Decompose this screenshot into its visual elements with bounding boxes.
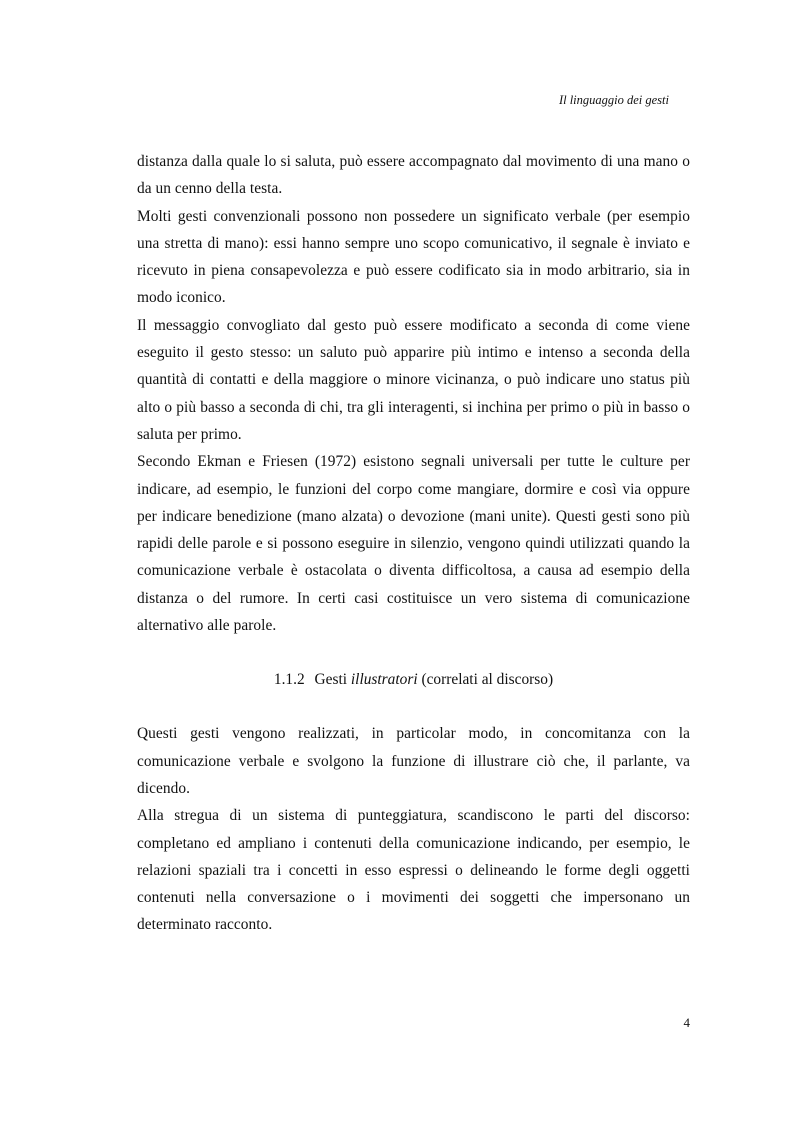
paragraph: distanza dalla quale lo si saluta, può essere accompagnato dal movimento di una mano o da un cenno della testa.	[137, 153, 690, 198]
paragraph: Secondo Ekman e Friesen (1972) esistono segnali universali per tutte le culture per indicare, ad esempio, le funzioni del corpo come mangiare, dormire e così via oppure per indicare benedizione (mano alzata) o devozione (mani unite). Questi gesti sono più rapidi delle parole e si possono eseguire in silenzio, vengono quindi utilizzati quando la comunicazione verbale è ostacolata o diventa difficoltosa, a causa ad esempio della distanza o del rumore. In certi casi costituisce un vero sistema di comunicazione alternativo alle parole.	[137, 453, 690, 635]
paragraph: Il messaggio convogliato dal gesto può essere modificato a seconda di come viene eseguito il gesto stesso: un saluto può apparire più intimo e intenso a seconda della quantità di contatti e della maggiore o minore vicinanza, o può indicare uno status più alto o più basso a seconda di chi, tra gli interagenti, si inchina per primo o più in basso o saluta per primo.	[137, 316, 690, 443]
running-header: Il linguaggio dei gesti	[558, 93, 669, 107]
section-title-italic: illustratori	[350, 671, 418, 689]
section-number: 1.1.2	[273, 671, 305, 689]
paragraph: Alla stregua di un sistema di punteggiatura, scandiscono le parti del discorso: completano ed ampliano i contenuti della comunicazione indicando, per esempio, le relazioni spaziali tra i concetti in esso espressi o delineando le forme degli oggetti contenuti nella conversazione o i movimenti dei soggetti che impersonano un determinato racconto.	[137, 807, 690, 934]
section-title-prefix: Gesti	[314, 671, 348, 689]
page-number: 4	[683, 1015, 690, 1030]
paragraph: Molti gesti convenzionali possono non possedere un significato verbale (per esempio una stretta di mano): essi hanno sempre uno scopo comunicativo, il segnale è inviato e ricevuto in piena consapevolezza e può essere codificato sia in modo arbitrario, sia in modo iconico.	[137, 207, 690, 307]
section-heading	[137, 666, 690, 720]
paragraph: Questi gesti vengono realizzati, in particolar modo, in concomitanza con la comunicazione verbale e svolgono la funzione di illustrare ciò che, il parlante, va dicendo.	[137, 725, 690, 797]
page-body	[137, 148, 690, 939]
section-title-suffix: (correlati al discorso)	[421, 671, 554, 689]
